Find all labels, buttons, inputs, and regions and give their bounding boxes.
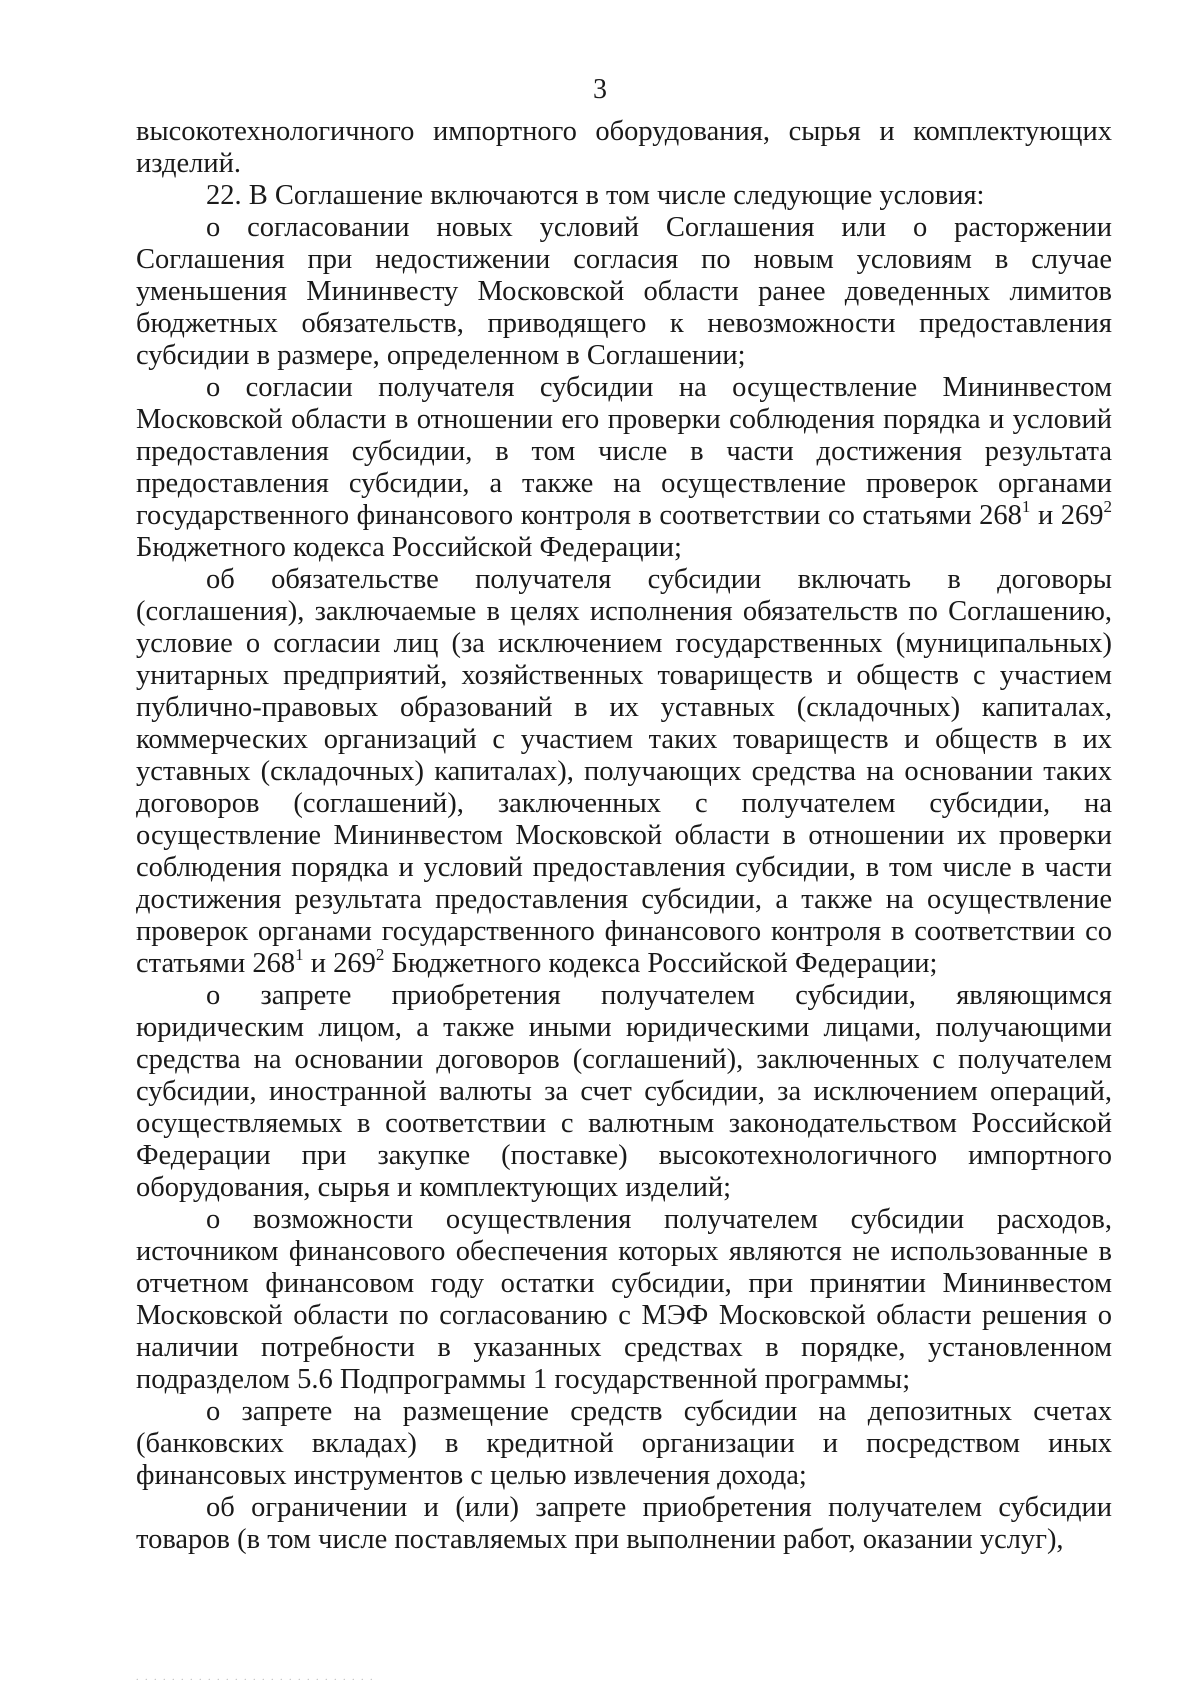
superscript: 1 bbox=[295, 945, 304, 964]
page-number: 3 bbox=[593, 74, 607, 105]
superscript: 1 bbox=[1021, 497, 1031, 516]
paragraph-condition-purchase-restriction: об ограничении и (или) запрете приобретения получателем субсидии товаров (в том числе поставляемых при выполнении работ, оказании услуг), bbox=[136, 1492, 1112, 1555]
paragraph-condition-recipient-consent bbox=[136, 372, 1112, 564]
text-fragment: об обязательстве получателя субсидии включать в договоры (соглашения), заключаемые в целях исполнения обязательств по Соглашению, условие о согласии лиц (за исключением государственных (муниципальных) унитарных предприятий, хозяйственных товариществ и обществ с участием публично-правовых образований в их уставных (складочных) капиталах, коммерческих организаций с участием таких товариществ и обществ в их уставных (складочных) капиталах), получающих средства на основании таких договоров (соглашений), заключенных с получателем субсидии, на осуществление Мининвестом Московской области в отношении их проверки соблюдения порядка и условий предоставления субсидии, в том числе в части достижения результата предоставления субсидии, а также на осуществление проверок органами государственного финансового контроля в соответствии со статьями 268 bbox=[136, 564, 1112, 979]
paragraph-continuation: высокотехнологичного импортного оборудования, сырья и комплектующих изделий. bbox=[136, 116, 1112, 179]
superscript: 2 bbox=[375, 945, 385, 964]
document-body bbox=[136, 116, 1112, 1556]
text-fragment: и 269 bbox=[1030, 500, 1104, 531]
paragraph-condition-residual-expenses: о возможности осуществления получателем субсидии расходов, источником финансового обеспечения которых являются не использованные в отчетном финансовом году остатки субсидии, при принятии Мининвестом Московской области по согласованию с МЭФ Московской области решения о наличии потребности в указанных средствах в порядке, установленном подразделом 5.6 Подпрограммы 1 государственной программы; bbox=[136, 1204, 1112, 1395]
text-fragment: Бюджетного кодекса Российской Федерации; bbox=[384, 948, 938, 979]
paragraph-condition-contract-obligation bbox=[136, 564, 1112, 980]
superscript: 2 bbox=[1103, 497, 1112, 516]
paragraph-clause-22: 22. В Соглашение включаются в том числе следующие условия: bbox=[206, 180, 985, 211]
scan-footer-artifact: . . . . . . . . . . . . . . . . . . . . . . . . . . . bbox=[136, 1672, 375, 1683]
paragraph-condition-currency-ban: о запрете приобретения получателем субсидии, являющимся юридическим лицом, а также иными юридическими лицами, получающими средства на основании договоров (соглашений), заключенных с получателем субсидии, иностранной валюты за счет субсидии, за исключением операций, осуществляемых в соответствии с валютным законодательством Российской Федерации при закупке (поставке) высокотехнологичного импортного оборудования, сырья и комплектующих изделий; bbox=[136, 980, 1112, 1203]
paragraph-condition-agreement-changes: о согласовании новых условий Соглашения или о расторжении Соглашения при недостижении согласия по новым условиям в случае уменьшения Мининвесту Московской области ранее доведенных лимитов бюджетных обязательств, приводящего к невозможности предоставления субсидии в размере, определенном в Соглашении; bbox=[136, 212, 1112, 371]
text-fragment: Бюджетного кодекса Российской Федерации; bbox=[136, 532, 682, 563]
paragraph-condition-deposit-ban: о запрете на размещение средств субсидии на депозитных счетах (банковских вкладах) в кредитной организации и посредством иных финансовых инструментов с целью извлечения дохода; bbox=[136, 1396, 1112, 1491]
text-fragment: о согласии получателя субсидии на осуществление Мининвестом Московской области в отношении его проверки соблюдения порядка и условий предоставления субсидии, в том числе в части достижения результата предоставления субсидии, а также на осуществление проверок органами государственного финансового контроля в соответствии со статьями 268 bbox=[136, 372, 1112, 531]
text-fragment: и 269 bbox=[303, 948, 376, 979]
